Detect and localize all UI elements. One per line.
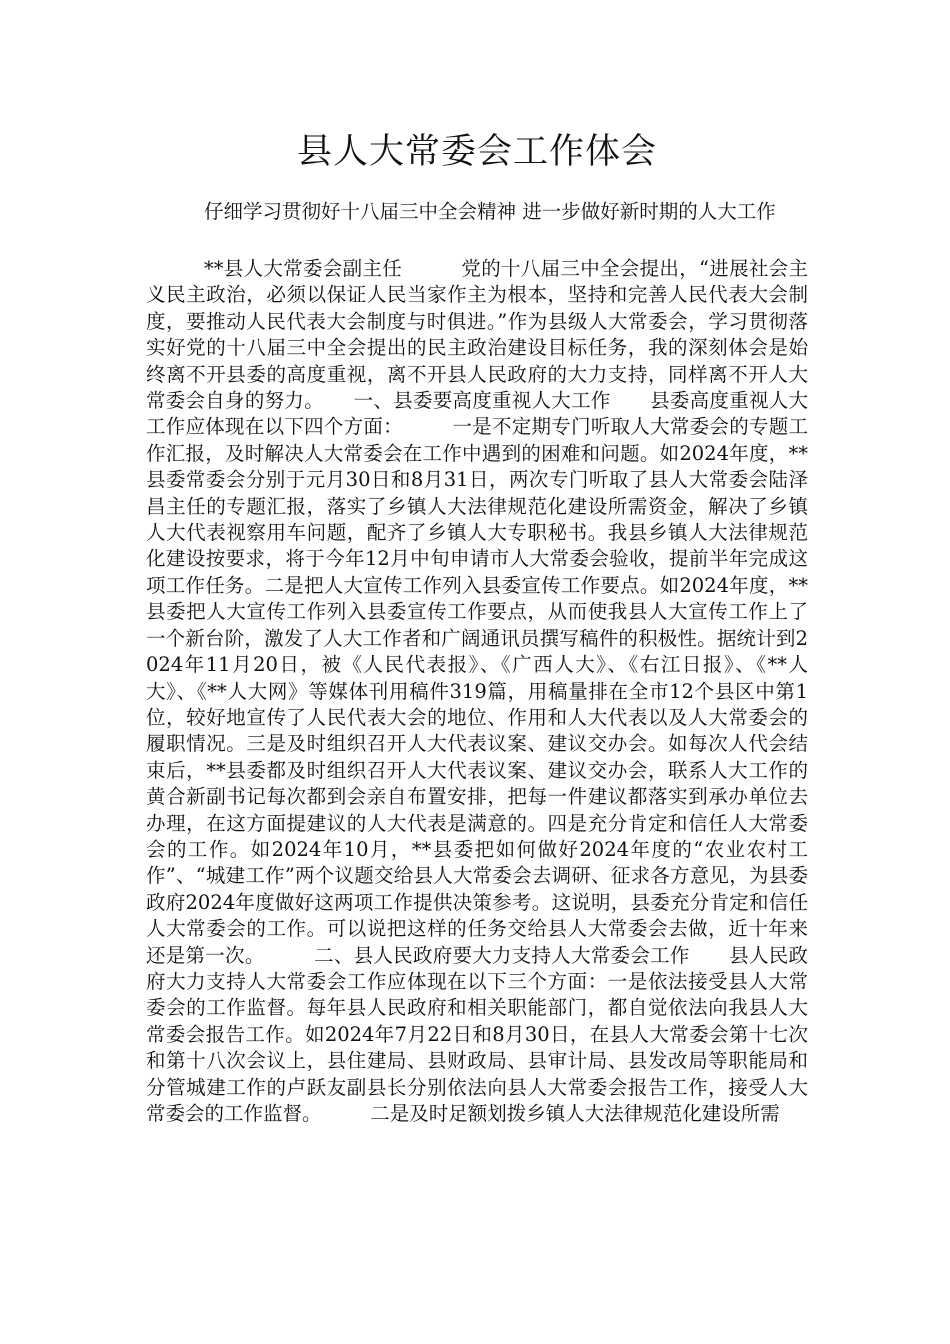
- document-body: **县人大常委会副主任 党的十八届三中全会提出，“进展社会主义民主政治，必须以保证人民当家作主为根本，坚持和完善人民代表大会制度，要推动人民代表大会制度与时俱进。”作为县级人大常委会，学习贯彻落实好党的十八届三中全会提出的民主政治建设目标任务，我的深刻体会是始终离不开县委的高度重视，离不开县人民政府的大力支持，同样离不开人大常委会自身的努力。 一、县委要高度重视人大工作 县委高度重视人大工作应体现在以下四个方面： 一是不定期专门听取人大常委会的专题工作汇报，及时解决人大常委会在工作中遇到的困难和问题。如2024年度，**县委常委会分别于元月30日和8月31日，两次专门听取了县人大常委会陆泽昌主任的专题汇报，落实了乡镇人大法律规范化建设所需资金，解决了乡镇人大代表视察用车问题，配齐了乡镇人大专职秘书。我县乡镇人大法律规范化建设按要求，将于今年12月中旬申请市人大常委会验收，提前半年完成这项工作任务。二是把人大宣传工作列入县委宣传工作要点。如2024年度，**县委把人大宣传工作列入县委宣传工作要点，从而使我县人大宣传工作上了一个新台阶，激发了人大工作者和广阔通讯员撰写稿件的积极性。据统计到2024年11月20日，被《人民代表报》、《广西人大》、《右江日报》、《**人大》、《**人大网》等媒体刊用稿件319篇，用稿量排在全市12个县区中第1位，较好地宣传了人民代表大会的地位、作用和人大代表以及人大常委会的履职情况。三是及时组织召开人大代表议案、建议交办会。如每次人代会结束后，**县委都及时组织召开人大代表议案、建议交办会，联系人大工作的黄合新副书记每次都到会亲自布置安排，把每一件建议都落实到承办单位去办理，在这方面提建议的人大代表是满意的。四是充分肯定和信任人大常委会的工作。如2024年10月，**县委把如何做好2024年度的“农业农村工作”、“城建工作”两个议题交给县人大常委会去调研、征求各方意见，为县委政府2024年度做好这两项工作提供决策参考。这说明，县委充分肯定和信任人大常委会的工作。可以说把这样的任务交给县人大常委会去做，近十年来还是第一次。 二、县人民政府要大力支持人大常委会工作 县人民政府大力支持人大常委会工作应体现在以下三个方面：一是依法接受县人大常委会的工作监督。每年县人民政府和相关职能部门，都自觉依法向我县人大常委会报告工作。如2024年7月22日和8月30日，在县人大常委会第十七次和第十八次会议上，县住建局、县财政局、县审计局、县发改局等职能局和分管城建工作的卢跃友副县长分别依法向县人大常委会报告工作，接受人大常委会的工作监督。 二是及时足额划拨乡镇人大法律规范化建设所需: [146, 257, 808, 1125]
- document-page: [146, 0, 808, 1127]
- document-title: 县人大常委会工作体会: [296, 132, 657, 172]
- document-subtitle: 仔细学习贯彻好十八届三中全会精神 进一步做好新时期的人大工作: [204, 200, 776, 223]
